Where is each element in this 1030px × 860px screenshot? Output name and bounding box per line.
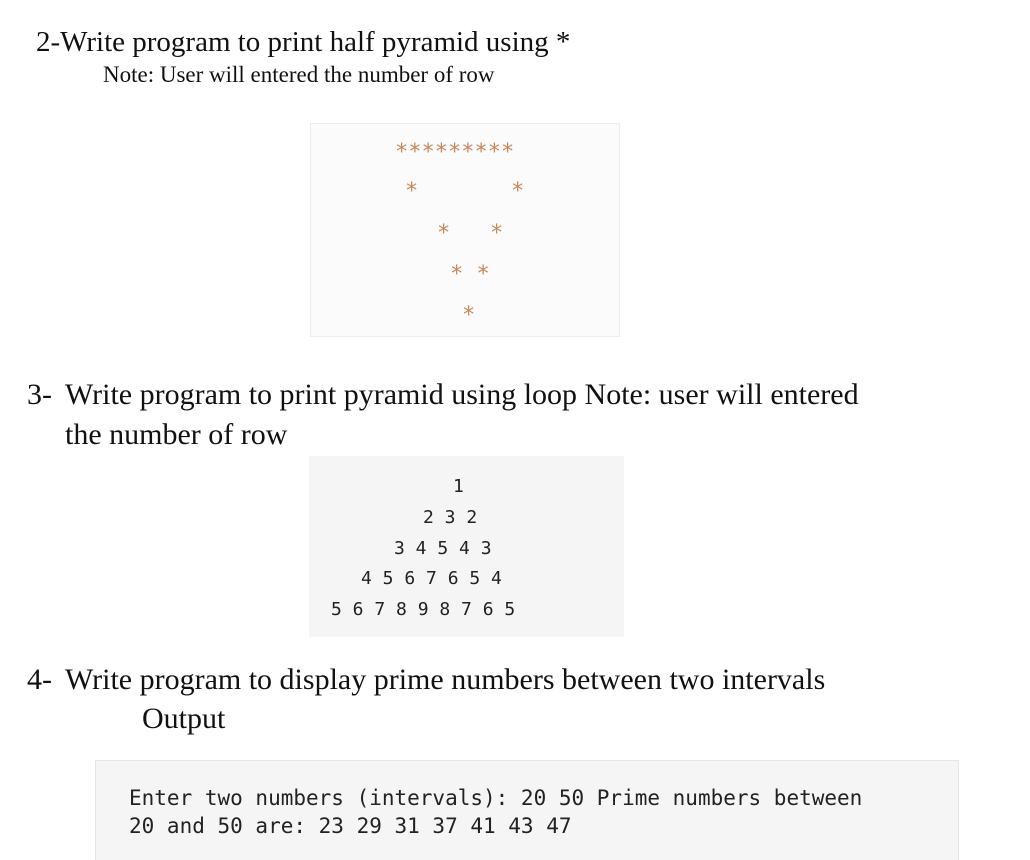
question-4-title: Write program to display prime numbers between two intervals — [65, 663, 826, 696]
question-2-title: 2-Write program to print half pyramid using * — [36, 26, 571, 58]
output-label: Output — [142, 702, 226, 735]
question-4-number: 4- — [27, 663, 52, 696]
pyramid-row-5: 5 6 7 8 9 8 7 6 5 — [331, 599, 516, 620]
number-pyramid-image — [309, 456, 624, 637]
output-line-2: 20 and 50 are: 23 29 31 37 41 43 47 — [129, 814, 572, 838]
question-3-title-line-1: Write program to print pyramid using loop Note: user will entered — [65, 378, 859, 411]
star-pattern-image — [310, 123, 620, 337]
star-row-2: * * — [405, 179, 525, 204]
star-row-5: * — [462, 303, 476, 328]
star-row-3: * * — [437, 221, 504, 246]
output-code-block — [95, 760, 959, 860]
question-3-title-line-2: the number of row — [65, 418, 288, 451]
output-line-1: Enter two numbers (intervals): 20 50 Prime numbers between — [129, 786, 863, 810]
question-2-note: Note: User will entered the number of row — [103, 62, 495, 87]
pyramid-row-4: 4 5 6 7 6 5 4 — [361, 568, 502, 589]
star-row-4: * * — [450, 262, 490, 287]
pyramid-row-1: 1 — [453, 476, 464, 497]
question-3-number: 3- — [27, 378, 52, 411]
pyramid-row-2: 2 3 2 — [423, 507, 478, 528]
star-row-1: ********* — [395, 140, 515, 165]
pyramid-row-3: 3 4 5 4 3 — [394, 538, 492, 559]
